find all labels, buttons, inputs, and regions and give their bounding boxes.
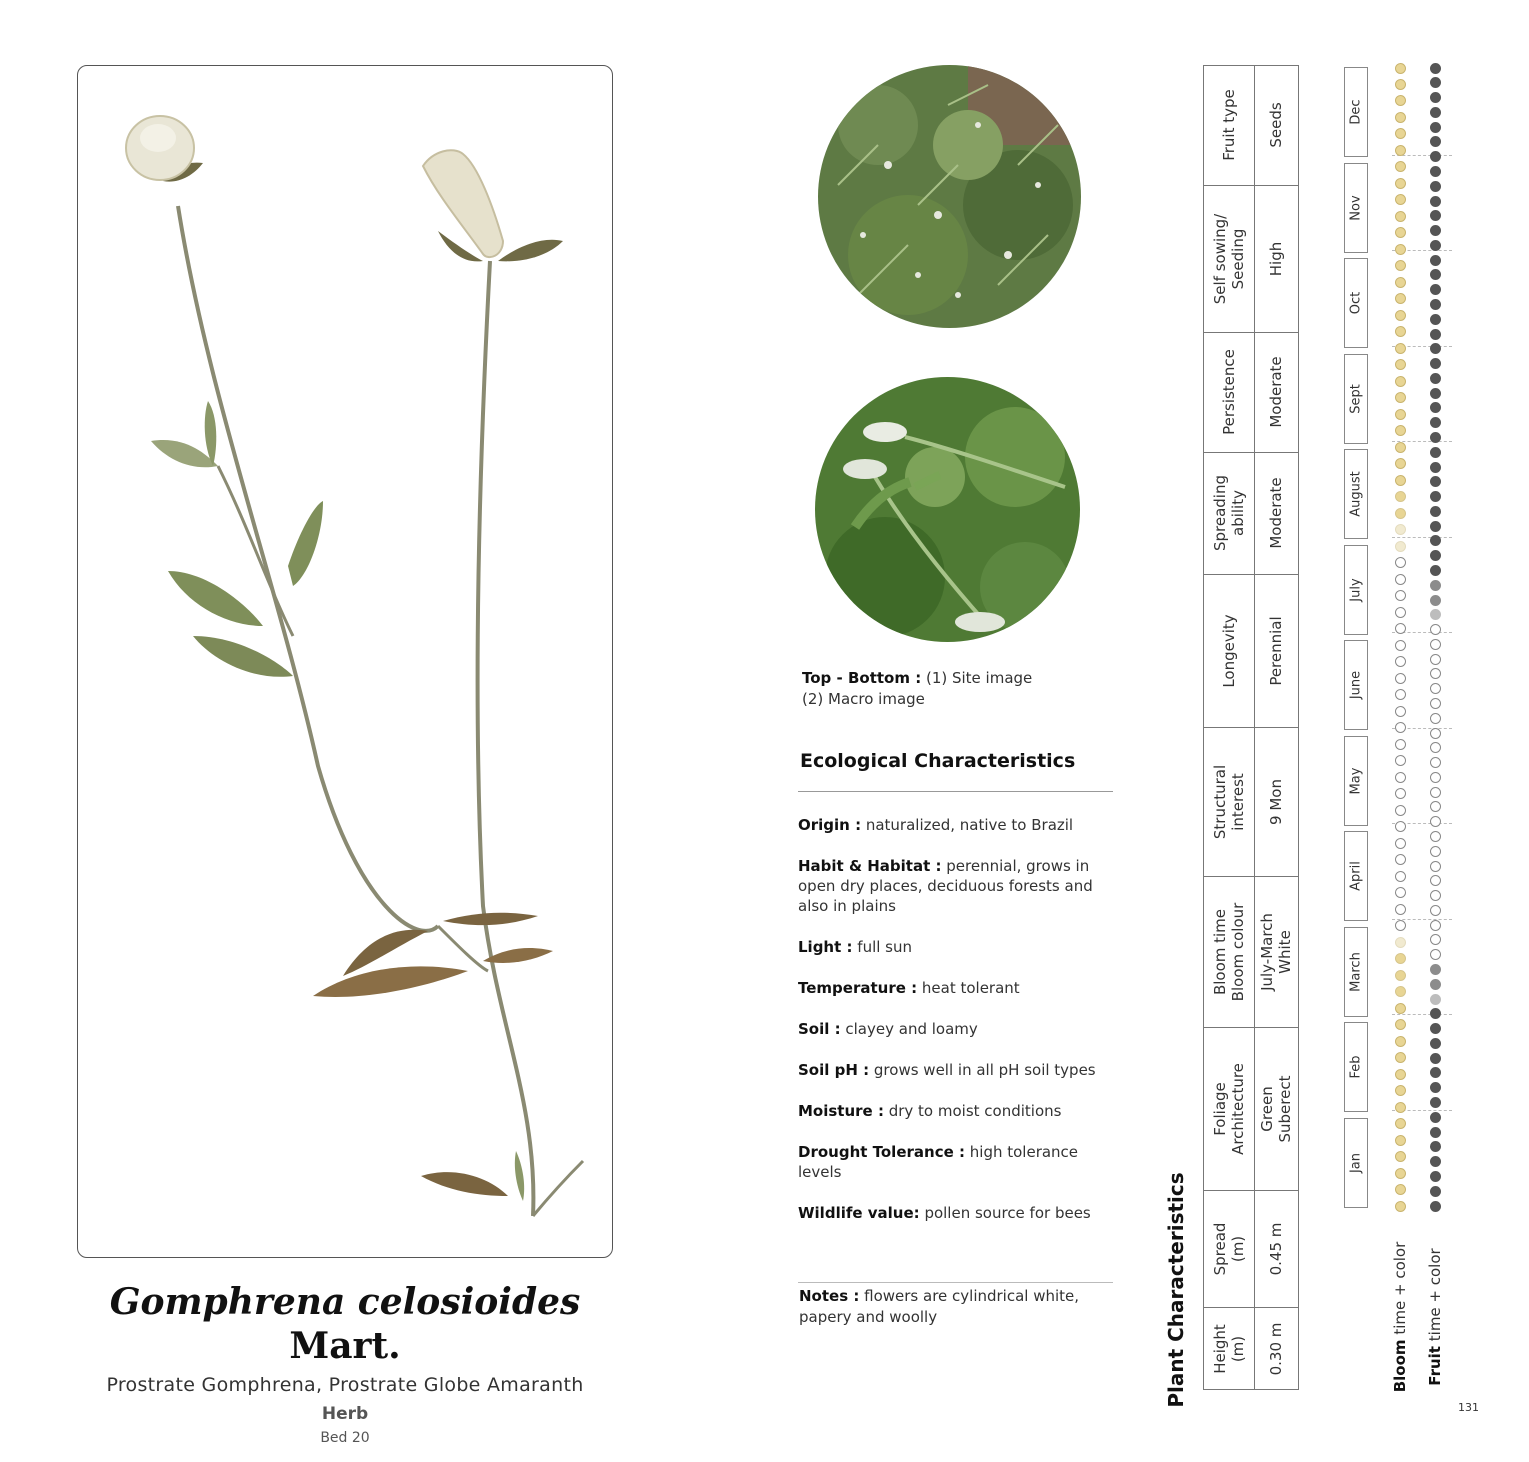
bloom-dot bbox=[1395, 953, 1406, 964]
bloom-dot bbox=[1395, 854, 1406, 865]
month-label: July bbox=[1348, 577, 1364, 602]
month-cell bbox=[1344, 449, 1368, 539]
bloom-dot bbox=[1395, 145, 1406, 156]
bloom-dot bbox=[1395, 689, 1406, 700]
fruit-dot bbox=[1430, 255, 1441, 266]
fruit-dot bbox=[1430, 624, 1441, 635]
bloom-dot bbox=[1395, 1052, 1406, 1063]
fruit-dot bbox=[1430, 240, 1441, 251]
site-image bbox=[818, 65, 1081, 328]
fruit-dot bbox=[1430, 1067, 1441, 1078]
bloom-legend-sub: time + color bbox=[1391, 1241, 1409, 1335]
fruit-dot bbox=[1430, 787, 1441, 798]
plant-char-header: Height (m) bbox=[1211, 1323, 1247, 1374]
plant-char-value: Perennial bbox=[1267, 615, 1285, 686]
fruit-dot bbox=[1430, 1023, 1441, 1034]
month-label: Sept bbox=[1348, 383, 1364, 414]
table-row-divider bbox=[1203, 876, 1299, 877]
table-row-divider bbox=[1203, 1190, 1299, 1191]
bloom-dot bbox=[1395, 821, 1406, 832]
fruit-dot bbox=[1430, 831, 1441, 842]
fruit-dot bbox=[1430, 1186, 1441, 1197]
fruit-dot bbox=[1430, 846, 1441, 857]
fruit-dot bbox=[1430, 934, 1441, 945]
table-row-divider bbox=[1203, 185, 1299, 186]
fruit-dot bbox=[1430, 122, 1441, 133]
fruit-dot bbox=[1430, 343, 1441, 354]
bloom-dot bbox=[1395, 871, 1406, 882]
bloom-dot bbox=[1395, 293, 1406, 304]
month-separator bbox=[1392, 1014, 1452, 1015]
herbarium-specimen-illustration bbox=[78, 66, 613, 1258]
fruit-dot bbox=[1430, 329, 1441, 340]
table-row-divider bbox=[1203, 574, 1299, 575]
eco-light: Light : full sun bbox=[798, 938, 913, 956]
plant-char-header: Bloom time Bloom colour bbox=[1211, 902, 1247, 1001]
table-row-divider bbox=[1203, 727, 1299, 728]
specimen-image-frame bbox=[77, 65, 613, 1258]
fruit-dot bbox=[1430, 151, 1441, 162]
table-row-divider bbox=[1203, 1307, 1299, 1308]
month-cell bbox=[1344, 1118, 1368, 1208]
eco-temperature: Temperature : heat tolerant bbox=[798, 979, 1020, 997]
bloom-dot bbox=[1395, 623, 1406, 634]
fruit-dot bbox=[1430, 447, 1441, 458]
bloom-dot bbox=[1395, 260, 1406, 271]
bloom-dot bbox=[1395, 755, 1406, 766]
notes-divider bbox=[798, 1282, 1113, 1283]
bloom-dot bbox=[1395, 95, 1406, 106]
month-label: May bbox=[1348, 767, 1364, 794]
scientific-name-binomial: Gomphrena celosioides bbox=[109, 1281, 581, 1323]
bloom-dot bbox=[1395, 376, 1406, 387]
plant-char-value: Moderate bbox=[1267, 477, 1285, 549]
caption-label: Top - Bottom : bbox=[802, 669, 922, 687]
bloom-dot bbox=[1395, 326, 1406, 337]
fruit-dot bbox=[1430, 535, 1441, 546]
notes-label: Notes : bbox=[799, 1287, 860, 1305]
bloom-dot bbox=[1395, 425, 1406, 436]
fruit-dot bbox=[1430, 905, 1441, 916]
fruit-legend-label: Fruit bbox=[1426, 1346, 1444, 1386]
month-separator bbox=[1392, 537, 1452, 538]
month-label: April bbox=[1348, 861, 1364, 891]
plant-char-value: July-March White bbox=[1258, 912, 1294, 991]
bloom-dot bbox=[1395, 772, 1406, 783]
fruit-dot bbox=[1430, 1082, 1441, 1093]
fruit-dot bbox=[1430, 462, 1441, 473]
fruit-dot bbox=[1430, 1156, 1441, 1167]
bloom-dot bbox=[1395, 211, 1406, 222]
fruit-dot bbox=[1430, 1201, 1441, 1212]
table-row-divider bbox=[1203, 452, 1299, 453]
fruit-dot bbox=[1430, 1008, 1441, 1019]
bloom-dot bbox=[1395, 970, 1406, 981]
bloom-dot bbox=[1395, 1151, 1406, 1162]
fruit-dot bbox=[1430, 136, 1441, 147]
plant-char-value: High bbox=[1267, 241, 1285, 276]
plant-char-value: Green Suberect bbox=[1258, 1075, 1294, 1142]
fruit-dot bbox=[1430, 107, 1441, 118]
fruit-dot bbox=[1430, 1053, 1441, 1064]
table-row-divider bbox=[1203, 1027, 1299, 1028]
fruit-dot bbox=[1430, 580, 1441, 591]
bloom-legend bbox=[1391, 1242, 1409, 1393]
bloom-dot bbox=[1395, 1168, 1406, 1179]
bloom-dot bbox=[1395, 788, 1406, 799]
fruit-dot bbox=[1430, 506, 1441, 517]
fruit-dot bbox=[1430, 1171, 1441, 1182]
bloom-dot bbox=[1395, 838, 1406, 849]
notes bbox=[799, 1286, 1099, 1328]
bloom-dot bbox=[1395, 524, 1406, 535]
bloom-dot bbox=[1395, 1201, 1406, 1212]
bloom-dot bbox=[1395, 986, 1406, 997]
month-cell bbox=[1344, 831, 1368, 921]
fruit-dot bbox=[1430, 875, 1441, 886]
plant-char-header: Structural interest bbox=[1211, 764, 1247, 839]
fruit-dot bbox=[1430, 491, 1441, 502]
fruit-dot bbox=[1430, 979, 1441, 990]
fruit-dot bbox=[1430, 683, 1441, 694]
fruit-dot bbox=[1430, 639, 1441, 650]
bloom-dot bbox=[1395, 1118, 1406, 1129]
ecological-divider bbox=[798, 791, 1113, 792]
fruit-dot bbox=[1430, 949, 1441, 960]
bloom-dot bbox=[1395, 1135, 1406, 1146]
month-label: Feb bbox=[1348, 1055, 1364, 1079]
month-label: Jan bbox=[1348, 1152, 1364, 1173]
fruit-dot bbox=[1430, 772, 1441, 783]
fruit-dot bbox=[1430, 63, 1441, 74]
fruit-dot bbox=[1430, 920, 1441, 931]
bloom-dot bbox=[1395, 392, 1406, 403]
month-cell bbox=[1344, 1022, 1368, 1112]
fruit-dot bbox=[1430, 314, 1441, 325]
fruit-dot bbox=[1430, 801, 1441, 812]
bloom-dot bbox=[1395, 343, 1406, 354]
fruit-dot bbox=[1430, 77, 1441, 88]
bloom-dot bbox=[1395, 194, 1406, 205]
plant-char-value: 0.30 m bbox=[1267, 1322, 1285, 1375]
fruit-dot bbox=[1430, 668, 1441, 679]
ecological-list bbox=[798, 815, 1118, 1244]
bloom-dot bbox=[1395, 1102, 1406, 1113]
fruit-dot bbox=[1430, 432, 1441, 443]
ecological-heading: Ecological Characteristics bbox=[800, 750, 1076, 772]
fruit-dot bbox=[1430, 742, 1441, 753]
common-names: Prostrate Gomphrena, Prostrate Globe Amaranth bbox=[106, 1374, 584, 1396]
image-caption bbox=[802, 668, 1102, 710]
habit-label: Herb bbox=[321, 1404, 369, 1424]
fruit-dot bbox=[1430, 388, 1441, 399]
fruit-dot bbox=[1430, 476, 1441, 487]
fruit-dot bbox=[1430, 299, 1441, 310]
plant-characteristics-heading: Plant Characteristics bbox=[1164, 1172, 1188, 1408]
fruit-dot bbox=[1430, 757, 1441, 768]
plant-char-header: Self sowing/ Seeding bbox=[1211, 213, 1247, 304]
month-cell bbox=[1344, 545, 1368, 635]
eco-soil-ph: Soil pH : grows well in all pH soil types bbox=[798, 1061, 1096, 1079]
eco-wildlife-value: Wildlife value: pollen source for bees bbox=[798, 1204, 1091, 1222]
bloom-dot bbox=[1395, 920, 1406, 931]
eco-drought-tolerance: Drought Tolerance : high tolerance levels bbox=[798, 1143, 1079, 1181]
fruit-dot bbox=[1430, 654, 1441, 665]
fruit-dot bbox=[1430, 890, 1441, 901]
bloom-dot bbox=[1395, 607, 1406, 618]
page-number: 131 bbox=[1458, 1401, 1479, 1414]
plant-char-header: Fruit type bbox=[1220, 89, 1238, 161]
bloom-dot bbox=[1395, 128, 1406, 139]
caption-line-1: (1) Site image bbox=[925, 669, 1033, 687]
bloom-dot bbox=[1395, 1085, 1406, 1096]
fruit-dot bbox=[1430, 373, 1441, 384]
bloom-dot bbox=[1395, 1036, 1406, 1047]
fruit-dot bbox=[1430, 565, 1441, 576]
fruit-dot bbox=[1430, 1141, 1441, 1152]
fruit-dot bbox=[1430, 181, 1441, 192]
bloom-dot bbox=[1395, 1069, 1406, 1080]
month-label: Oct bbox=[1348, 291, 1364, 315]
bloom-dot bbox=[1395, 244, 1406, 255]
bloom-dot bbox=[1395, 79, 1406, 90]
bloom-dot bbox=[1395, 178, 1406, 189]
fruit-dot bbox=[1430, 417, 1441, 428]
month-cell bbox=[1344, 640, 1368, 730]
bloom-dot bbox=[1395, 458, 1406, 469]
month-cell bbox=[1344, 67, 1368, 157]
month-cell bbox=[1344, 736, 1368, 826]
plant-char-header: Foliage Architecture bbox=[1211, 1062, 1247, 1155]
fruit-dot bbox=[1430, 196, 1441, 207]
bloom-dot bbox=[1395, 277, 1406, 288]
plant-char-value: Moderate bbox=[1267, 356, 1285, 428]
bloom-dot bbox=[1395, 722, 1406, 733]
month-cell bbox=[1344, 354, 1368, 444]
fruit-legend bbox=[1426, 1248, 1444, 1385]
macro-image bbox=[815, 377, 1080, 642]
fruit-dot bbox=[1430, 210, 1441, 221]
bloom-dot bbox=[1395, 706, 1406, 717]
fruit-dot bbox=[1430, 166, 1441, 177]
fruit-dot bbox=[1430, 92, 1441, 103]
bloom-dot bbox=[1395, 557, 1406, 568]
month-label: Nov bbox=[1348, 194, 1364, 221]
scientific-name bbox=[77, 1280, 613, 1368]
fruit-dot bbox=[1430, 595, 1441, 606]
fruit-dot bbox=[1430, 994, 1441, 1005]
month-label: Dec bbox=[1348, 99, 1364, 125]
fruit-dot bbox=[1430, 1127, 1441, 1138]
bloom-dot bbox=[1395, 112, 1406, 123]
bloom-dot bbox=[1395, 904, 1406, 915]
eco-soil: Soil : clayey and loamy bbox=[798, 1020, 978, 1038]
plant-char-header: Spreading ability bbox=[1211, 474, 1247, 552]
plant-char-header: Persistence bbox=[1220, 349, 1238, 435]
bloom-dot bbox=[1395, 1019, 1406, 1030]
bloom-dot bbox=[1395, 887, 1406, 898]
bloom-dot bbox=[1395, 227, 1406, 238]
fruit-dot bbox=[1430, 698, 1441, 709]
fruit-dot bbox=[1430, 550, 1441, 561]
month-label: June bbox=[1348, 670, 1364, 700]
bloom-dot bbox=[1395, 63, 1406, 74]
bloom-dot bbox=[1395, 656, 1406, 667]
bloom-dot bbox=[1395, 937, 1406, 948]
bloom-dot bbox=[1395, 640, 1406, 651]
fruit-dot bbox=[1430, 713, 1441, 724]
plant-char-header: Longevity bbox=[1220, 613, 1238, 688]
eco-habit-habitat: Habit & Habitat : perennial, grows in open dry places, deciduous forests and also in plains bbox=[798, 857, 1093, 915]
bloom-dot bbox=[1395, 508, 1406, 519]
fruit-dot bbox=[1430, 1112, 1441, 1123]
month-label: March bbox=[1348, 951, 1364, 992]
fruit-dot bbox=[1430, 1097, 1441, 1108]
plant-char-value: 9 Mon bbox=[1267, 778, 1285, 825]
fruit-dot bbox=[1430, 284, 1441, 295]
scientific-name-author: Mart. bbox=[289, 1325, 401, 1367]
fruit-dot bbox=[1430, 521, 1441, 532]
bed-label: Bed 20 bbox=[320, 1430, 370, 1446]
plant-char-value: Seeds bbox=[1267, 102, 1285, 148]
bloom-dot bbox=[1395, 805, 1406, 816]
fruit-dot bbox=[1430, 1038, 1441, 1049]
fruit-dot bbox=[1430, 402, 1441, 413]
fruit-dot bbox=[1430, 861, 1441, 872]
bloom-dot bbox=[1395, 574, 1406, 585]
bloom-dot bbox=[1395, 673, 1406, 684]
bloom-dot bbox=[1395, 475, 1406, 486]
fruit-dot bbox=[1430, 358, 1441, 369]
table-row-divider bbox=[1203, 332, 1299, 333]
fruit-dot bbox=[1430, 269, 1441, 280]
fruit-dot bbox=[1430, 728, 1441, 739]
bloom-legend-label: Bloom bbox=[1391, 1339, 1409, 1393]
bloom-dot bbox=[1395, 590, 1406, 601]
bloom-dot bbox=[1395, 310, 1406, 321]
bloom-dot bbox=[1395, 739, 1406, 750]
eco-moisture: Moisture : dry to moist conditions bbox=[798, 1102, 1062, 1120]
bloom-dot bbox=[1395, 541, 1406, 552]
notes-text: flowers are cylindrical white, papery and woolly bbox=[799, 1287, 1080, 1326]
fruit-dot bbox=[1430, 816, 1441, 827]
fruit-legend-sub: time + color bbox=[1426, 1248, 1444, 1342]
month-cell bbox=[1344, 927, 1368, 1017]
fruit-dot bbox=[1430, 964, 1441, 975]
bloom-dot bbox=[1395, 1184, 1406, 1195]
month-cell bbox=[1344, 163, 1368, 253]
caption-line-2: (2) Macro image bbox=[802, 690, 925, 708]
fruit-dot bbox=[1430, 609, 1441, 620]
month-cell bbox=[1344, 258, 1368, 348]
bloom-dot bbox=[1395, 359, 1406, 370]
bloom-dot bbox=[1395, 442, 1406, 453]
bloom-dot bbox=[1395, 1003, 1406, 1014]
bloom-dot bbox=[1395, 491, 1406, 502]
plant-char-value: 0.45 m bbox=[1267, 1222, 1285, 1275]
eco-origin: Origin : naturalized, native to Brazil bbox=[798, 816, 1074, 834]
fruit-dot bbox=[1430, 225, 1441, 236]
month-label: August bbox=[1348, 471, 1364, 517]
bloom-dot bbox=[1395, 161, 1406, 172]
bloom-dot bbox=[1395, 409, 1406, 420]
plant-char-header: Spread (m) bbox=[1211, 1222, 1247, 1275]
